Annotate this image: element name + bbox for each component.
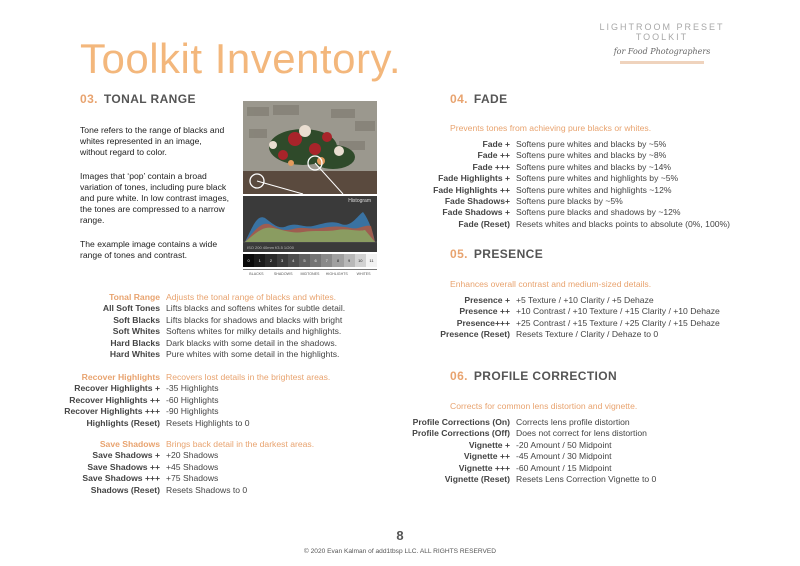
histogram-label: Histogram: [348, 198, 371, 204]
tone-label: SHADOWS: [270, 269, 297, 279]
list-item: [390, 318, 720, 329]
list-item: [60, 326, 345, 337]
tone-label: BLACKS: [243, 269, 270, 279]
preset-name: Soft Blacks: [113, 314, 160, 325]
preset-description: Lifts blacks and softens whites for subtle detail.: [166, 303, 346, 314]
preset-name: Hard Blacks: [110, 337, 160, 348]
preset-name: Hard Whites: [109, 349, 160, 360]
preset-description: -60 Amount / 15 Midpoint: [516, 462, 612, 473]
preset-name: Fade +: [482, 139, 510, 149]
list-item: [40, 450, 314, 461]
list-item: [390, 219, 730, 230]
section-heading-tonal-range: [80, 92, 196, 106]
tone-cell: 11: [366, 254, 377, 267]
preset-name: Fade Shadows +: [442, 207, 510, 218]
preset-name: Vignette (Reset): [444, 474, 510, 485]
section-title: PRESENCE: [473, 247, 544, 261]
preset-description: Softens whites for milky details and highlights.: [166, 326, 342, 337]
preset-name: Recover Highlights +++: [64, 406, 160, 417]
preset-name: Presence +: [464, 295, 510, 305]
tonal-paragraph-2: Images that ‘pop’ contain a broad variation of tones, including pure black and pure white. In low contrast images, the tones are compressed to a narrow range.: [80, 171, 230, 225]
preset-description: Pure whites with some detail in the highlights.: [166, 349, 340, 360]
preset-name: Recover Highlights: [81, 372, 160, 382]
preset-description: +25 Contrast / +15 Texture / +25 Clarity / +15 Dehaze: [516, 317, 720, 328]
list-item: [390, 173, 730, 184]
list-item: [40, 372, 330, 383]
tone-cell: 7: [321, 254, 332, 267]
section-number: 05.: [450, 247, 468, 261]
fade-description: Prevents tones from achieving pure blacks or whites.: [450, 123, 652, 133]
preset-name: Fade Shadows+: [444, 196, 510, 207]
section-number: 04.: [450, 92, 468, 106]
preset-description: Softens pure whites and blacks by ~8%: [516, 150, 667, 161]
list-item: [60, 349, 345, 360]
brand-subtitle: for Food Photographers: [613, 47, 711, 56]
list-item: [390, 207, 730, 218]
tone-scale: [243, 254, 377, 267]
preset-description: Resets Texture / Clarity / Dehaze to 0: [516, 329, 659, 340]
preset-description: +5 Texture / +10 Clarity / +5 Dehaze: [516, 295, 654, 305]
list-item: [390, 329, 720, 340]
histogram-panel: [243, 196, 377, 252]
section-heading-presence: [450, 247, 543, 261]
preset-name: Presence ++: [459, 306, 510, 317]
tone-label: MIDTONES: [297, 269, 324, 279]
list-item: [60, 292, 345, 303]
preset-name: Highlights (Reset): [86, 417, 160, 428]
preset-description: +20 Shadows: [166, 450, 219, 461]
preset-description: Softens pure blacks by ~5%: [516, 196, 623, 207]
section-title: TONAL RANGE: [103, 92, 196, 106]
preset-description: Softens pure whites and highlights by ~5%: [516, 173, 679, 184]
brand-title: LIGHTROOM PRESET TOOLKIT: [599, 22, 725, 42]
list-item: [40, 439, 314, 450]
preset-description: +45 Shadows: [166, 461, 219, 472]
profile-description: Corrects for common lens distortion and vignette.: [450, 401, 638, 411]
section-heading-profile-correction: [450, 369, 617, 383]
preset-description: +75 Shadows: [166, 473, 219, 484]
tonal-paragraph-3: The example image contains a wide range of tones and contrast.: [80, 239, 218, 260]
example-photo: [243, 101, 377, 194]
brand-header: [582, 22, 742, 64]
fade-list: [390, 139, 730, 230]
tone-cell: 5: [299, 254, 310, 267]
histogram-graph: [243, 196, 377, 252]
presence-description: Enhances overall contrast and medium-sized details.: [450, 279, 652, 289]
preset-name: Profile Corrections (Off): [412, 428, 510, 439]
preset-description: Softens pure whites and blacks by ~5%: [516, 139, 667, 149]
preset-description: -20 Amount / 50 Midpoint: [516, 439, 612, 450]
section-title: FADE: [473, 92, 508, 106]
tone-label: WHITES: [350, 269, 377, 279]
list-item: [390, 185, 730, 196]
presence-list: [390, 295, 720, 341]
section-number: 06.: [450, 369, 468, 383]
list-item: [390, 451, 656, 462]
brand-underline: [620, 61, 704, 64]
list-item: [60, 315, 345, 326]
list-item: [390, 428, 656, 439]
list-item: [40, 485, 314, 496]
page-number: 8: [396, 528, 404, 543]
preset-name: Recover Highlights ++: [69, 394, 160, 405]
list-item: [40, 473, 314, 484]
list-item: [390, 139, 730, 150]
preset-name: Shadows (Reset): [90, 484, 160, 495]
preset-name: Recover Highlights +: [74, 383, 160, 394]
list-item: [390, 295, 720, 306]
tonal-range-list: [60, 292, 345, 360]
preset-description: -45 Amount / 30 Midpoint: [516, 451, 612, 462]
preset-description: Corrects lens profile distortion: [516, 417, 630, 427]
list-item: [40, 462, 314, 473]
list-item: [390, 474, 656, 485]
section-title: PROFILE CORRECTION: [473, 369, 618, 383]
preset-description: Does not correct for lens distortion: [516, 428, 647, 439]
preset-name: Save Shadows +++: [82, 473, 160, 484]
preset-name: Soft Whites: [112, 326, 160, 337]
page-title: Toolkit Inventory.: [80, 35, 402, 82]
list-item: [390, 150, 730, 161]
preset-description: Resets Highlights to 0: [166, 417, 250, 428]
preset-name: Presence+++: [456, 317, 510, 328]
preset-description: Resets Lens Correction Vignette to 0: [516, 474, 657, 485]
list-item: [390, 440, 656, 451]
preset-name: Fade (Reset): [458, 218, 510, 229]
list-item: [390, 162, 730, 173]
histogram-footer: ISO 200 40mm f/3.5 1/200: [247, 245, 294, 250]
section-heading-fade: [450, 92, 508, 106]
tone-cell: 1: [254, 254, 265, 267]
tone-labels: [243, 269, 377, 279]
recover-highlights-list: [40, 372, 330, 429]
preset-description: +10 Contrast / +10 Texture / +15 Clarity / +10 Dehaze: [516, 306, 720, 317]
profile-correction-list: [390, 417, 656, 485]
preset-description: Adjusts the tonal range of blacks and whites.: [166, 292, 337, 302]
list-item: [40, 383, 330, 394]
preset-description: Softens pure whites and highlights ~12%: [516, 184, 672, 195]
flower-arrangement-image: [243, 101, 377, 194]
list-item: [40, 418, 330, 429]
preset-name: Vignette ++: [463, 451, 510, 462]
list-item: [390, 463, 656, 474]
preset-description: Recovers lost details in the brightest areas.: [166, 372, 331, 382]
list-item: [40, 406, 330, 417]
tone-cell: 8: [332, 254, 343, 267]
tone-cell: 10: [355, 254, 366, 267]
preset-description: Softens pure whites and blacks by ~14%: [516, 161, 672, 172]
preset-description: -60 Highlights: [166, 394, 219, 405]
preset-name: Vignette +: [468, 439, 510, 450]
tone-cell: 4: [288, 254, 299, 267]
preset-name: Tonal Range: [109, 292, 160, 302]
preset-name: Save Shadows ++: [87, 461, 160, 472]
preset-description: Lifts blacks for shadows and blacks with bright: [166, 314, 343, 325]
preset-name: Fade Highlights +: [438, 173, 510, 184]
preset-description: -35 Highlights: [166, 383, 219, 394]
tone-cell: 6: [310, 254, 321, 267]
tone-cell: 3: [277, 254, 288, 267]
preset-name: Fade +++: [472, 161, 510, 172]
section-number: 03.: [80, 92, 98, 106]
tonal-paragraph-1: Tone refers to the range of blacks and whites represented in an image, without regard to color.: [80, 125, 225, 157]
tone-cell: 0: [243, 254, 254, 267]
preset-name: Vignette +++: [458, 462, 510, 473]
list-item: [390, 306, 720, 317]
preset-description: Resets whites and blacks points to absolute (0%, 100%): [516, 218, 731, 229]
preset-description: Brings back detail in the darkest areas.: [166, 439, 315, 449]
tone-cell: 2: [265, 254, 276, 267]
list-item: [40, 395, 330, 406]
preset-name: All Soft Tones: [102, 303, 160, 314]
tone-label: HIGHLIGHTS: [323, 269, 350, 279]
preset-description: Resets Shadows to 0: [166, 484, 248, 495]
tone-cell: 9: [344, 254, 355, 267]
preset-name: Profile Corrections (On): [412, 417, 510, 427]
preset-name: Fade Highlights ++: [433, 184, 510, 195]
preset-name: Fade ++: [477, 150, 510, 161]
preset-description: Dark blacks with some detail in the shadows.: [166, 337, 337, 348]
copyright-notice: © 2020 Evan Kalman of add1tbsp LLC. ALL RIGHTS RESERVED: [303, 548, 497, 555]
preset-name: Save Shadows: [99, 439, 160, 449]
preset-name: Presence (Reset): [440, 329, 510, 340]
list-item: [390, 417, 656, 428]
preset-description: -90 Highlights: [166, 406, 219, 417]
list-item: [60, 303, 345, 314]
save-shadows-list: [40, 439, 314, 496]
list-item: [60, 338, 345, 349]
list-item: [390, 196, 730, 207]
preset-description: Softens pure blacks and shadows by ~12%: [516, 207, 681, 218]
preset-name: Save Shadows +: [92, 450, 160, 461]
